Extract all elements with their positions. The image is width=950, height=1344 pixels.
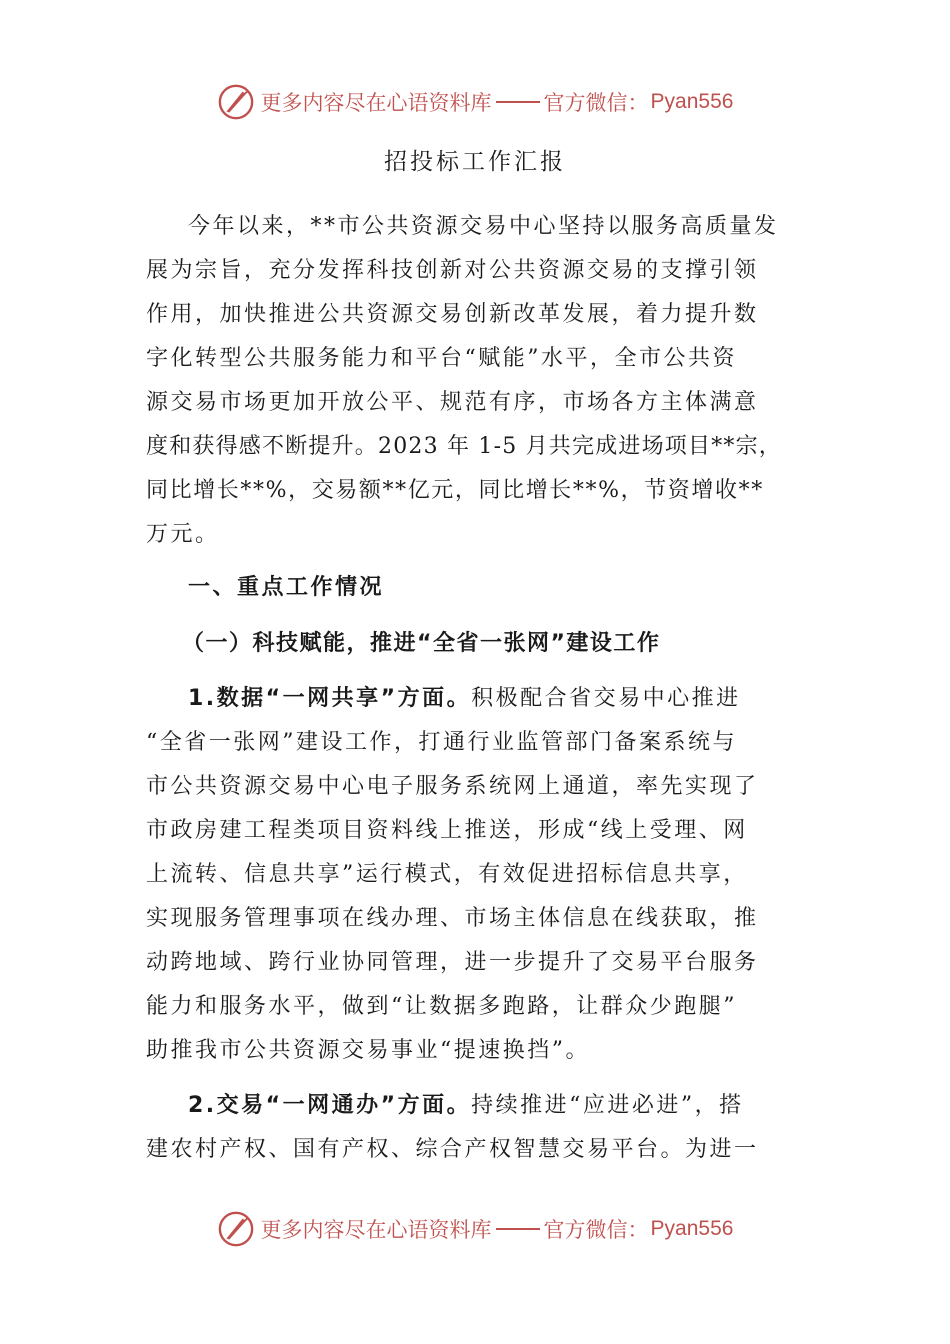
watermark-banner-bottom — [0, 1207, 950, 1251]
watermark-dash — [496, 101, 540, 103]
item1-line: “全省一张网”建设工作，打通行业监管部门备案系统与 — [146, 730, 737, 755]
item1-line: 市政房建工程类项目资料线上推送，形成“线上受理、网 — [146, 818, 748, 843]
item2-first-line — [188, 1084, 868, 1128]
item1-heading: 1.数据“一网共享”方面。 — [188, 686, 472, 711]
quill-logo-icon — [217, 1210, 255, 1248]
item1-line: 市公共资源交易中心电子服务系统网上通道，率先实现了 — [146, 774, 759, 799]
quill-logo-icon — [217, 83, 255, 121]
watermark-id: Pyan556 — [650, 90, 734, 113]
item1-line: 助推我市公共资源交易事业“提速换挡”。 — [146, 1038, 590, 1063]
item1-line: 上流转、信息共享”运行模式，有效促进招标信息共享， — [146, 862, 748, 887]
intro-line: 今年以来，**市公共资源交易中心坚持以服务高质量发 — [188, 214, 779, 239]
watermark-text: 更多内容尽在心语资料库 — [260, 1218, 492, 1242]
watermark-text: 更多内容尽在心语资料库 — [260, 91, 492, 115]
item1-line: 能力和服务水平，做到“让数据多跑路，让群众少跑腿” — [146, 994, 737, 1019]
intro-line: 展为宗旨，充分发挥科技创新对公共资源交易的支撑引领 — [146, 258, 759, 283]
intro-line: 同比增长**%，交易额**亿元，同比增长**%，节资增收** — [146, 478, 764, 503]
item2-text: 持续推进“应进必进”，搭 — [471, 1093, 744, 1118]
item2-heading: 2.交易“一网通办”方面。 — [188, 1093, 472, 1118]
section-heading: 一、重点工作情况 — [188, 575, 385, 600]
intro-line: 源交易市场更加开放公平、规范有序，市场各方主体满意 — [146, 390, 759, 415]
item2-line: 建农村产权、国有产权、综合产权智慧交易平台。为进一 — [146, 1137, 759, 1162]
watermark-suffix: 官方微信： — [543, 1218, 649, 1242]
watermark-id: Pyan556 — [650, 1217, 734, 1240]
intro-line: 字化转型公共服务能力和平台“赋能”水平，全市公共资 — [146, 346, 737, 371]
watermark-dash — [496, 1228, 540, 1230]
intro-line: 作用，加快推进公共资源交易创新改革发展，着力提升数 — [146, 302, 759, 327]
intro-line: 度和获得感不断提升。2023 年 1-5 月共完成进场项目**宗， — [146, 434, 782, 459]
document-title: 招投标工作汇报 — [384, 149, 566, 175]
item1-first-line — [188, 677, 868, 721]
subsection-heading: （一）科技赋能，推进“全省一张网”建设工作 — [182, 631, 661, 656]
item1-line: 动跨地域、跨行业协同管理，进一步提升了交易平台服务 — [146, 950, 759, 975]
item1-text: 积极配合省交易中心推进 — [471, 686, 741, 711]
watermark-suffix: 官方微信： — [543, 91, 649, 115]
intro-line: 万元。 — [146, 522, 220, 547]
item1-line: 实现服务管理事项在线办理、市场主体信息在线获取，推 — [146, 906, 759, 931]
watermark-banner-top — [0, 80, 950, 124]
